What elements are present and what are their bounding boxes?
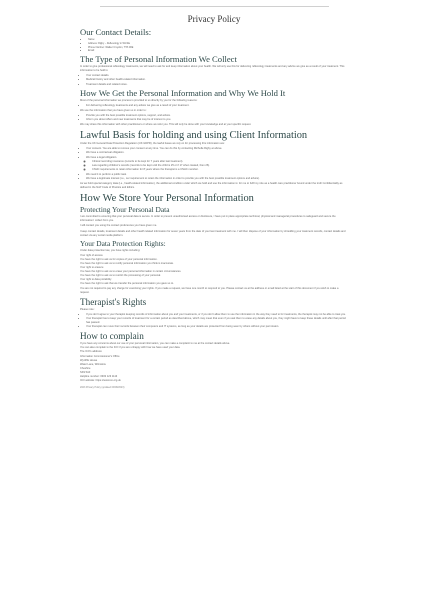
list-item: • Your therapist can move their records between their computers and IT systems, as long as your details are protected from being seen by others without your permission. — [86, 325, 348, 329]
list-item: • We need it to perform a public task. — [86, 173, 348, 177]
how-list-2 — [80, 114, 348, 122]
list-item: • Treatment details and related notes. — [86, 83, 348, 87]
therapist-list — [80, 313, 348, 329]
rights-line: Your right to data portability — [80, 278, 112, 282]
rights-lines — [80, 254, 348, 287]
complain-line: SK9 5AF — [80, 370, 91, 374]
list-item — [86, 156, 348, 172]
rights-heading: Your Data Protection Rights: — [80, 238, 166, 248]
list-item: • Inform you about offers and new treatments that may be of interest to you. — [86, 118, 348, 122]
types-heading: The Type of Personal Information We Collect — [80, 54, 237, 65]
list-item: • Provide you with the best possible treatment options, support, and advice. — [86, 114, 348, 118]
contact-address: • Address: Rigby – Reflexology in Wirrilla — [88, 42, 348, 46]
complain-line: Wycliffe House — [80, 358, 98, 362]
list-item: • For delivering reflexology treatments and any advice we give as a result of your treatment. — [86, 104, 348, 108]
list-item: • Your therapist has to keep your records of treatment for a certain period as described above, which may mean that even if you ask them to erase any details about you, they might have to keep these details until after that period has passed. — [86, 317, 348, 325]
contact-phone: • Phone Number: Walker Croydon, TT8 4RE — [88, 46, 348, 50]
complain-line: Information Commissioner's Office — [80, 354, 120, 358]
therapist-intro: Please note: — [80, 307, 95, 311]
rights-line: You have the right to ask us for copies of your personal information. — [80, 257, 158, 261]
rights-line: You have the right to ask us to restrict the processing of your personal. — [80, 274, 161, 278]
complain-line: The ICO's address: — [80, 350, 103, 354]
list-item: • Medical history and other health-related information. — [86, 78, 348, 82]
rights-line: You have the right to ask us to rectify personal information you think is inaccurate. — [80, 262, 174, 265]
contact-name: • Name: — [88, 38, 348, 42]
rights-line: You have the right to ask that we transfer the personal information you gave us to. — [80, 282, 174, 286]
list-item-label: We have a legal obligation. — [86, 155, 118, 159]
store-p2: I will contact you using the contact preferences you have given me. — [80, 224, 157, 228]
therapist-heading: Therapist's Rights — [80, 296, 147, 307]
complain-line: If you have any concerns about our use of your personal information, you can make a complaint to me at the contact details above. — [80, 342, 231, 346]
list-item: • We have a legitimate interest (i.e., our requirement to retain the information in order to provide you with the best possible treatment options and advice). — [86, 177, 348, 181]
complain-line: Water Lane, Wilmslow — [80, 362, 106, 366]
rights-after: You are not required to pay any charge for exercising your rights. If you make a request, we have one month to respond to you. Please contact us at the address or email listed at the start of this document if you wish to make a request. — [80, 286, 339, 294]
footer-note: 2023 Privacy Policy (updated 09/08/2023) — [80, 386, 125, 390]
complain-line: You can also complain to the ICO if you are unhappy with how we have used your data. — [80, 346, 181, 350]
rights-intro: Under data protection law, you have rights including: — [80, 248, 141, 252]
lawful-after: As we hold special category data (i.e., health-related information), the additional condition under which we hold and use the information is: for me to fulfil my role as a health care practitioner bound under the truth Confidentiality as defined in the NoP Code of Practice and Ethics. — [80, 182, 343, 190]
store-subheading: Protecting Your Personal Data — [80, 205, 170, 215]
sub-list-item: ◦ CNHC requirements to retain information for 8 years where the therapist is a CNHC member. — [92, 168, 348, 172]
list-item: • Your contact details. — [86, 74, 348, 78]
how-p3: We may share this information with other practitioners or where we refer you. This will only be done with your knowledge and at your specific request. — [80, 123, 252, 127]
how-heading: How We Get the Personal Information and Why We Hold It — [80, 87, 286, 98]
complain-heading: How to complain — [80, 331, 144, 342]
rights-line: Your right of access — [80, 253, 103, 257]
lawful-sublist — [86, 160, 348, 172]
list-item: • Your consent. You are able to remove your consent at any time. You can do this by contacting Michelle Rigby at above. — [86, 147, 348, 151]
store-p3: I keep contact details, treatment details and other health related information for seven years from the date of your last treatment with me. I will then dispose of your information by shredding your treatment records, contact details and contact via any social media platform. — [80, 229, 346, 237]
complain-lines — [80, 342, 348, 383]
page-title: Privacy Policy — [187, 14, 241, 24]
store-p1: I am committed to ensuring that your personal data is secure. In order to prevent unauthorised access or disclosure, I have put in place appropriate technical, physical and managerial procedures to safeguard and secure the information I collect from you. — [80, 215, 336, 223]
contact-heading: Our Contact Details: — [80, 27, 152, 37]
lawful-list — [80, 147, 348, 181]
document-body — [80, 14, 348, 389]
complain-line: Cheshire — [80, 366, 91, 370]
how-p1: Most of the personal information we process is provided to us directly by you for the following reasons: — [80, 98, 198, 102]
lawful-heading: Lawful Basis for holding and using Client Information — [80, 130, 308, 142]
rights-line: You have the right to ask us to erase your personal information in certain circumstances. — [80, 270, 182, 274]
complain-line: Helpline number: 0303 123 1113 — [80, 374, 118, 378]
lawful-intro: Under the UK General Data Protection Regulation (UK GDPR), the lawful bases we rely on for processing this information are: — [80, 142, 225, 146]
types-list — [80, 74, 348, 86]
types-intro: In order to give professional reflexology treatments, we will need to ask for and keep information about your health. We will only use this for delivering reflexology treatments and any advice we give as a result of your treatment. This information to be held is: — [80, 65, 345, 73]
contact-email[interactable]: • Email: — [88, 49, 348, 53]
store-heading: How We Store Your Personal Information — [80, 193, 254, 205]
sub-list-item: ◦ Clinical recording insurance (records to be kept for 7 years after last treatment). — [92, 160, 348, 164]
contact-list — [80, 38, 348, 53]
sub-list-item: ◦ Law regarding children's records (records to be kept until the child is 25 or if 17 when treated, then 26). — [92, 164, 348, 168]
how-p2: We use the information that you have given us in order to: — [80, 108, 147, 112]
list-item: • If you don't agree to your therapist keeping records of information about you and your treatments, or if you don't allow them to use the information in the way they need to for treatments, the therapist may not be able to treat you. — [86, 313, 348, 317]
top-divider — [100, 6, 329, 7]
ico-website-link[interactable]: ICO website: https://www.ico.org.uk — [80, 379, 121, 383]
rights-line: Your right to erasure — [80, 266, 104, 270]
how-list-1 — [80, 104, 348, 108]
list-item: • We have a contractual obligation. — [86, 151, 348, 155]
